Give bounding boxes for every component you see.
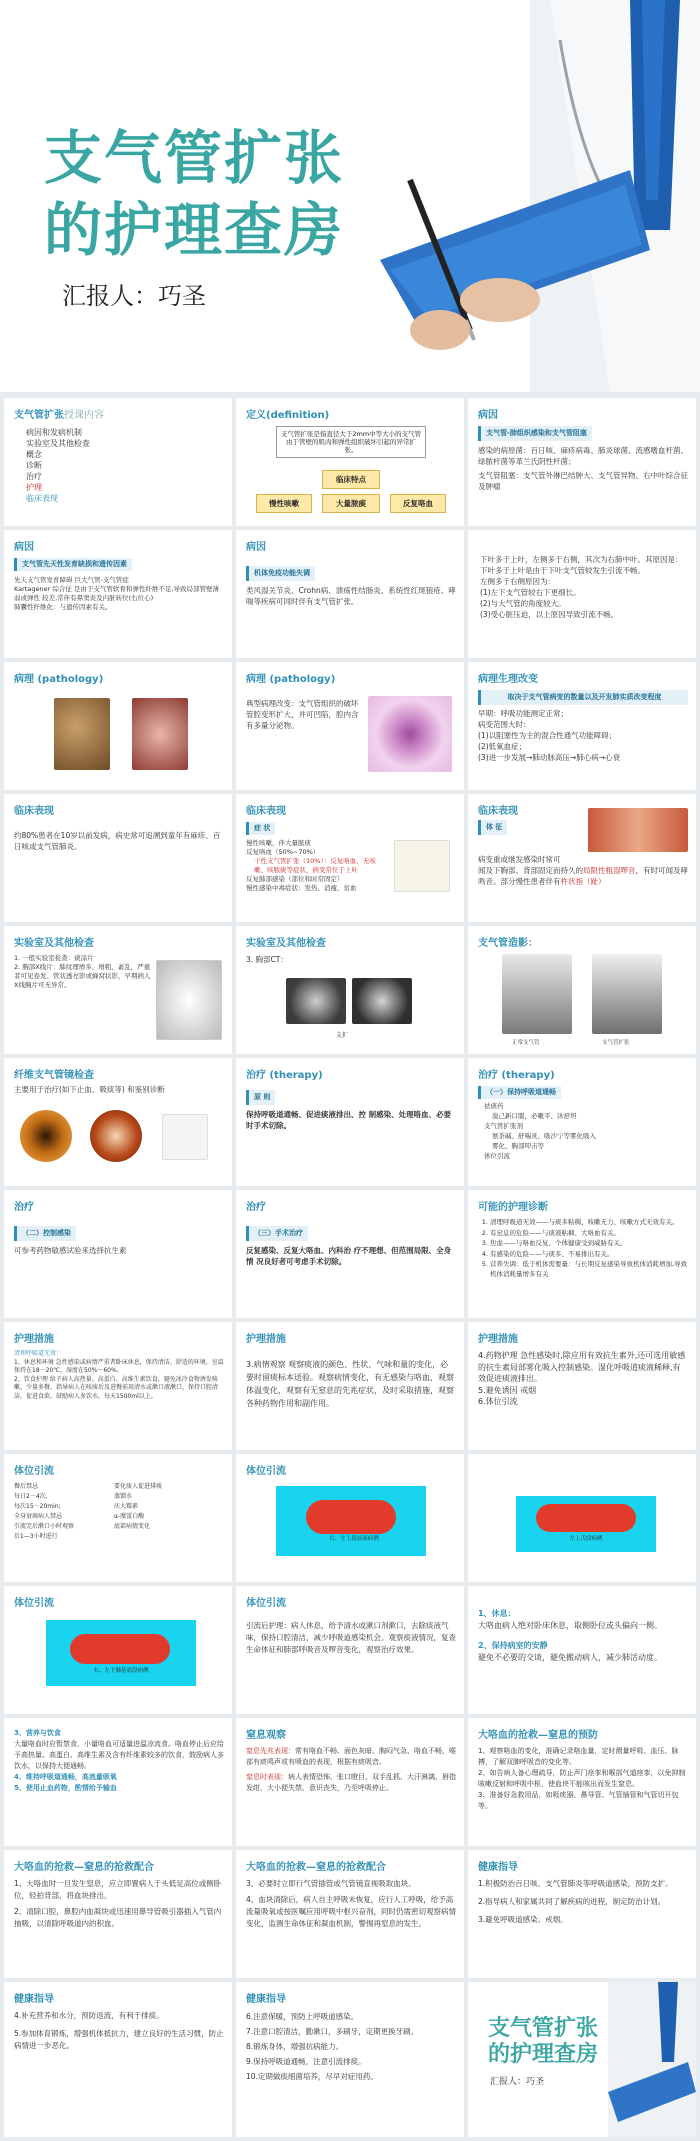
slide-therapy-infection: 治疗 （二）控制感染 可参考药物敏感试验来选择抗生素 bbox=[4, 1190, 232, 1318]
contents-item: 病因和发病机制 bbox=[26, 428, 82, 437]
slide-nursing-1: 护理措施 清理呼吸道无效： 1、休息和环境 急性感染或病情严重者卧床休息，保持清洁、舒适的环境，室温保持在18－20℃，湿度在50%～60%。 2、饮食护理 给予病人高热量、高蛋白、高维生素饮食，避免冰冷食物诱发咳嗽，少量多餐，指导病人在咳痰后及进餐前用清水或漱口液漱口，保持口腔清洁，促进食欲。鼓励病人多饮水，每天1500ml以上。 bbox=[4, 1322, 232, 1450]
slide-asphyxia-prevention: 大咯血的抢救—窒息的预防 1、观察咯血的变化，准确记录咯血量，定时测量呼吸、血压、脉搏，了解双肺呼吸音的变化等。 2、如告病人备心理疏导，防止声门痉挛和喉部气道痉挛，以免抑制咳嗽反射和呼吸中枢，使血块不能咳出而发生窒息。 3、准备好急救用品，如吸痰器、鼻导管、气管插管和气管切开包等。 bbox=[468, 1718, 696, 1846]
doctor-clipboard-photo bbox=[380, 0, 700, 392]
slide-etiology-1: 病因 支气管-肺组织感染和支气管阻塞 感染的病原菌：百日咳、麻疹病毒、肺炎球菌、流感嗜血杆菌、绿脓杆菌等革兰氏阴性杆菌； 支气管阻塞：支气管外淋巴结肿大、支气管异物、右中叶综合征及肿瘤 bbox=[468, 398, 696, 526]
slide-asphyxia-observation: 窒息观察 窒息先兆表现：常有咯血不畅、面色灰暗、胸闷气急、咯血不畅，喉部有痰鸣声或有喷血的表现，根据有痰吸音。 窒息时表现：病人表情恐怖、张口瞪目、双手乱抓、大汗淋漓、唇指发绀，大小便失禁、意识丧失，乃至呼吸停止。 bbox=[236, 1718, 464, 1846]
postural-diagram-3: 右、左下肺基底段病例 bbox=[46, 1620, 196, 1686]
slide-health-guidance-1: 健康指导 1.积极防治百日咳、支气管肺炎等呼吸道感染，预防支扩。 2.指导病人和家属共同了解疾病的进程，制定防治计划。 3.避免呼吸道感染、戒烟。 bbox=[468, 1850, 696, 1978]
slide-etiology-2: 病因 支气管先天性发育缺损和遗传因素 先天支气管发育障碍 巨大气管-支气管症 Kartagener 综合征 是由于支气管软骨和弹性纤维不足,导致局部管壁薄弱或弹性 较差,常伴有鼻窦炎及内脏转位(右位心) 肺囊性纤维化：与遗传因素有关。 bbox=[4, 530, 232, 658]
postural-diagram-1: 右、左上段前部病例 bbox=[276, 1486, 426, 1556]
slide-asphyxia-rescue-1: 大咯血的抢救—窒息的抢救配合 1、大咯血时一旦发生窒息，应立即置病人于头低足高位或侧卧位，轻拍背部，将血块排出。 2、清除口腔，鼻腔内血凝块或迅速用鼻导管吸引器插入气管内抽吸，以清除呼吸道内的积血。 bbox=[4, 1850, 232, 1978]
slide-postural-2: 体位引流 右、左上段前部病例 bbox=[236, 1454, 464, 1582]
chest-xray-image bbox=[156, 960, 222, 1040]
slide-nursing-2: 护理措施 3.病情观察 观察痰液的颜色、性状、气味和量的变化，必要时留痰标本送验。观察病情变化，有无感染与咯血，观察体温变化，观察有无窒息的先兆症状，及时采取措施，观察各种药物作用和副作用。 bbox=[236, 1322, 464, 1450]
contents-item: 诊断 bbox=[26, 461, 42, 470]
ending-reporter: 汇报人：巧圣 bbox=[490, 2077, 545, 2087]
slide-postural-4: 体位引流 右、左下肺基底段病例 bbox=[4, 1586, 232, 1714]
slide-health-guidance-2: 健康指导 4.补充营养和水分，预防返流，有利于排痰。 5.参加体育锻炼，增强机体抵抗力，建立良好的生活习惯，防止病情进一步恶化。 bbox=[4, 1982, 232, 2137]
etiology-bar: 支气管-肺组织感染和支气管阻塞 bbox=[478, 426, 592, 441]
slide-lab-2: 实验室及其他检查 3. 胸部CT： 支扩 bbox=[236, 926, 464, 1054]
slide-contents: 支气管扩张授课内容 病因和发病机制 实验室及其他检查 概念 诊断 治疗 护理 临床表现 bbox=[4, 398, 232, 526]
slide-bronchography: 支气管造影： 正常支气管 支气管扩张 bbox=[468, 926, 696, 1054]
histology-image bbox=[368, 696, 452, 772]
sputum-cup-image bbox=[394, 840, 450, 892]
contents-item: 实验室及其他检查 bbox=[26, 439, 90, 448]
ending-title: 支气管扩张 的护理查房 bbox=[488, 2016, 599, 2067]
slide-location: 下叶多于上叶，左侧多于右侧，其次为右肺中叶。其原因是：下叶多于上叶是由于下叶支气管较发生引流不畅。 左侧多于右侧原因为： (1)左下支气管较右下更细长。 (2)与大气管的角度较大。 (3)受心脏压迫，以上原因导致引流不畅。 bbox=[468, 530, 696, 658]
slide-hemoptysis-care-2: 3、营养与饮食 大量咯血时应暂禁食，小量咯血可适量进温凉流食。咯血停止后应给予高热量、高蛋白、高维生素及含有纤维素较多的饮食，鼓励病人多饮水，以保持大便通畅。 4、维持呼吸道通畅，高流量吸氧 5、使用止血药物，酌情给予输血 bbox=[4, 1718, 232, 1846]
bronchiectasis-bronchogram-image bbox=[592, 954, 662, 1034]
slide-therapy-surgery: 治疗 （三）手术治疗 反复感染、反复大咯血、内科治 疗不理想、但范围局限、全身情 况良好者可考虑手术切除。 bbox=[236, 1190, 464, 1318]
slide-etiology-3: 病因 机体免疫功能失调 类风湿关节炎、Crohn病、溃疡性结肠炎、系统性红斑狼疮、哮喘等疾病可同时伴有支气管扩张。 bbox=[236, 530, 464, 658]
lung-section-image bbox=[132, 698, 188, 770]
slide-postural-3 bbox=[468, 1454, 696, 1582]
feature-sputum: 大量脓痰 bbox=[322, 494, 380, 513]
slide-nursing-diagnosis: 可能的护理诊断 1. 清理呼吸道无效——与痰多粘稠、咳嗽无力、咳嗽方式无效有关。 2. 有窒息的危险——与痰液粘稠、大咯血有关。 3. 焦虑——与咯血反复、个体健康受到威胁有关。 4. 有感染的危险——与痰多、不易排出有关。 5. 营养失调：低于机体需要量：与长期反复感染导致机体消耗增加,导致机体消耗量增多有关 bbox=[468, 1190, 696, 1318]
slide-asphyxia-rescue-2: 大咯血的抢救—窒息的抢救配合 3、必要时立即行气管插管或气管镜直视吸取血块。 4、血块清除后，病人自主呼吸未恢复，应行人工呼吸，给予高流量吸氧或按医嘱应用呼吸中枢兴奋剂，同时仍需密切观察病情变化，监测生命体征和凝血机制，警惕再窒息的发生。 bbox=[236, 1850, 464, 1978]
feature-hemoptysis: 反复咯血 bbox=[390, 494, 446, 513]
contents-item: 概念 bbox=[26, 450, 42, 459]
contents-item: 临床表现 bbox=[26, 494, 58, 503]
clubbed-fingers-image bbox=[588, 808, 688, 852]
slide-pathology-1: 病理 (pathology) bbox=[4, 662, 232, 790]
ct-image-2 bbox=[352, 978, 412, 1024]
contents-item: 护理 bbox=[26, 483, 42, 492]
slide-postural-after: 体位引流 引流后护理：病人休息，给予清水或漱口剂漱口，去除痰液气味，保持口腔清洁，减少呼吸道感染机会。观察痰液情况，复查生命体征和肺部呼吸音及啰音变化，观察治疗效果。 bbox=[236, 1586, 464, 1714]
ending-doctor-photo bbox=[608, 1982, 696, 2137]
slide-bronchoscopy: 纤维支气管镜检查 主要用于治疗(如下止血、吸痰等) 和鉴别诊断 bbox=[4, 1058, 232, 1186]
cover-reporter: 汇报人：巧圣 bbox=[62, 282, 206, 310]
slide-ending bbox=[468, 1982, 696, 2137]
slide-health-guidance-3: 健康指导 6.注意保暖，预防上呼吸道感染。 7.注意口腔清洁，勤漱口，多刷牙，定期更换牙刷。 8.锻炼身体，增强抗病能力。 9.保持呼吸道通畅，注意引流排痰。 10.定期做痰细菌培养，尽早对症用药。 bbox=[236, 1982, 464, 2137]
slide-postural-1: 体位引流 餐后禁忌 每日2－4次, 每次15－20min; 全身衰竭病人禁忌 引流完后漱口小时观察 后1—3小时进行 要化痰人促进排痰 蒸馏水 庆大霉素 α-糜蛋白酶 底部病情变化 bbox=[4, 1454, 232, 1582]
normal-bronchogram-image bbox=[502, 954, 572, 1034]
slide-therapy-airway: 治疗 (therapy) （一）保持呼吸道通畅 祛痰药 溴己新口服，必嗽平、沐舒坦 支气管扩张剂 氨茶碱、舒喘灵、吸沙宁等雾化吸入 雾化、胸部叩击等 体位引流 bbox=[468, 1058, 696, 1186]
feature-cough: 慢性咳嗽 bbox=[256, 494, 312, 513]
slide-pathology-2: 病理 (pathology) 典型病理改变：支气管组织的破坏 管腔变形扩大，并可凹陷，腔内含有多量分泌物。 bbox=[236, 662, 464, 790]
slide-hemoptysis-care-1: 1、休息： 大咯血病人绝对卧床休息，取侧卧位或头偏向一侧。 2、保持病室的安静 避免不必要的交谈，避免搬动病人，减少肺活动度。 bbox=[468, 1586, 696, 1714]
feature-center: 临床特点 bbox=[322, 470, 380, 489]
ct-image-1 bbox=[286, 978, 346, 1024]
cover-title: 支气管扩张 的护理查房 bbox=[44, 124, 345, 264]
slide-definition: 定义(definition) 支气管扩张是指直径大于2mm中等大小的支气管由于管壁的肌肉和弹性组织破坏引起的异常扩张。 临床特点 慢性咳嗽 大量脓痰 反复咯血 bbox=[236, 398, 464, 526]
slide-lab-1: 实验室及其他检查 1. 一般实验室检查：痰涂片 2. 胸部X线片：肺纹理增多、增粗、紊乱，严重者可见卷发、管状透亮影或蜂窝状影，早期病人X线胸片可无异常。 bbox=[4, 926, 232, 1054]
contents-item: 治疗 bbox=[26, 472, 42, 481]
postural-diagram-2: 左上舌段病例 bbox=[516, 1496, 656, 1552]
slide-nursing-3: 护理措施 4.药物护理 急性感染时,除应用有效抗生素外,还可选用敏感的抗生素局部雾化吸入控制感染。湿化呼吸道痰液稀释,有效促进痰液排出。 5.避免诱因 戒烟 6.体位引流 bbox=[468, 1322, 696, 1450]
definition-box: 支气管扩张是指直径大于2mm中等大小的支气管由于管壁的肌肉和弹性组织破坏引起的异常扩张。 bbox=[276, 426, 426, 458]
slide-clinical-1: 临床表现 约80%患者在10岁以前发病，病史常可追溯到童年有麻疹、百日咳或支气管肺炎。 bbox=[4, 794, 232, 922]
slide-pathophysiology: 病理生理改变 取决于支气管病变的数量以及开发肺实质改变程度 早期：呼吸功能测定正常； 病变范围大时： (1)以阻塞性为主的混合性通气功能障碍； (2)低氧血症； (3)进一步发展→肺动脉高压→肺心病→心衰 bbox=[468, 662, 696, 790]
bronchoscopy-image-2 bbox=[90, 1110, 142, 1162]
cover-slide bbox=[0, 0, 700, 392]
bronchoscopy-image-1 bbox=[20, 1110, 72, 1162]
slide-therapy-principle: 治疗 (therapy) 原 则 保持呼吸道通畅、促进痰液排出、控 制感染、处理咯血、必要时手术切除。 bbox=[236, 1058, 464, 1186]
slide-clinical-3: 临床表现 体 征 病变重或继发感染时常可 闻及下胸部、背部固定而持久的局限性粗湿啰音，有时可闻及哮鸣音。部分慢性患者伴有杵状指（趾） bbox=[468, 794, 696, 922]
lung-specimen-image bbox=[54, 698, 110, 770]
bronchoscope-diagram bbox=[162, 1114, 208, 1160]
slide-clinical-2: 临床表现 症 状 慢性咳嗽，伴大量脓痰 反复咯血（50%~70%） 干性支气管扩张（10%）：反复咯血，无咳嗽、咳脓痰等症状，病变常位于上叶 反复肺部感染（部位和时常固定） 慢性感染中毒症状：发热、消瘦、贫血 bbox=[236, 794, 464, 922]
